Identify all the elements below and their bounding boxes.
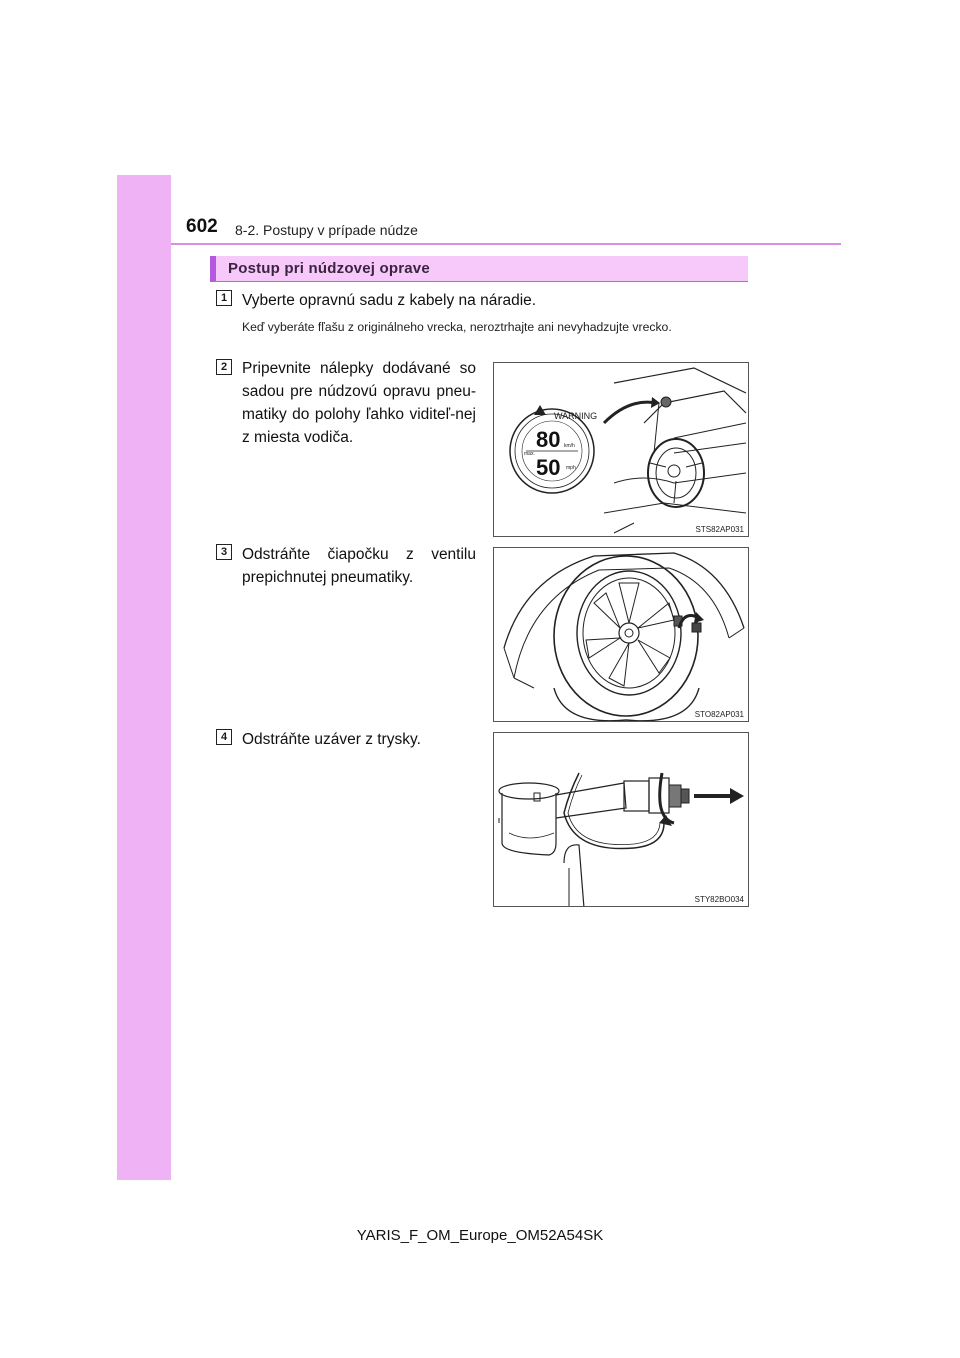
page-number: 602 bbox=[186, 216, 218, 237]
sidebar-tab bbox=[117, 175, 171, 1180]
sticker-unit-mph: mph bbox=[566, 465, 576, 471]
sticker-unit-kmh: km/h bbox=[564, 443, 575, 449]
figure-nozzle-cap bbox=[493, 732, 749, 907]
sticker-speed-mph: 50 bbox=[536, 455, 561, 480]
step-number-1: 1 bbox=[216, 290, 232, 306]
figure-code: STS82AP031 bbox=[695, 525, 744, 534]
step-number-3: 3 bbox=[216, 544, 232, 560]
document-footer: YARIS_F_OM_Europe_OM52A54SK bbox=[356, 1227, 604, 1244]
figure-sticker-placement bbox=[493, 362, 749, 537]
sticker-warning-text: WARNING bbox=[554, 411, 598, 421]
step-1-text: Vyberte opravnú sadu z kabely na náradie. bbox=[242, 292, 537, 309]
step-1-note: Keď vyberáte fľašu z originálneho vrecka, neroztrhajte ani nevyhadzujte vrecko. bbox=[242, 320, 672, 334]
step-number-4: 4 bbox=[216, 729, 232, 745]
figure-code: STY82BO034 bbox=[694, 895, 744, 904]
figure-code: STO82AP031 bbox=[694, 710, 744, 719]
step-2-text: Pripevnite nálepky dodávané so sadou pre núdzovú opravu pneu-matiky do polohy ľahko viditeľ-nej z miesta vodiča. bbox=[242, 360, 476, 446]
sticker-speed-kmh: 80 bbox=[536, 427, 561, 452]
sticker-max-label: max. bbox=[524, 451, 535, 457]
dashboard-illustration bbox=[494, 363, 749, 537]
figure-valve-cap bbox=[493, 547, 749, 722]
chapter-title: 8-2. Postupy v prípade núdze bbox=[235, 222, 418, 238]
step-3-text: Odstráňte čiapočku z ventilu prepichnutej pneumatiky. bbox=[242, 546, 476, 586]
section-header bbox=[210, 256, 748, 282]
section-title: Postup pri núdzovej oprave bbox=[228, 260, 430, 277]
tire-illustration bbox=[494, 548, 749, 722]
header-divider bbox=[171, 243, 841, 245]
step-4-text: Odstráňte uzáver z trysky. bbox=[242, 731, 421, 748]
step-number-2: 2 bbox=[216, 359, 232, 375]
nozzle-illustration bbox=[494, 733, 749, 907]
